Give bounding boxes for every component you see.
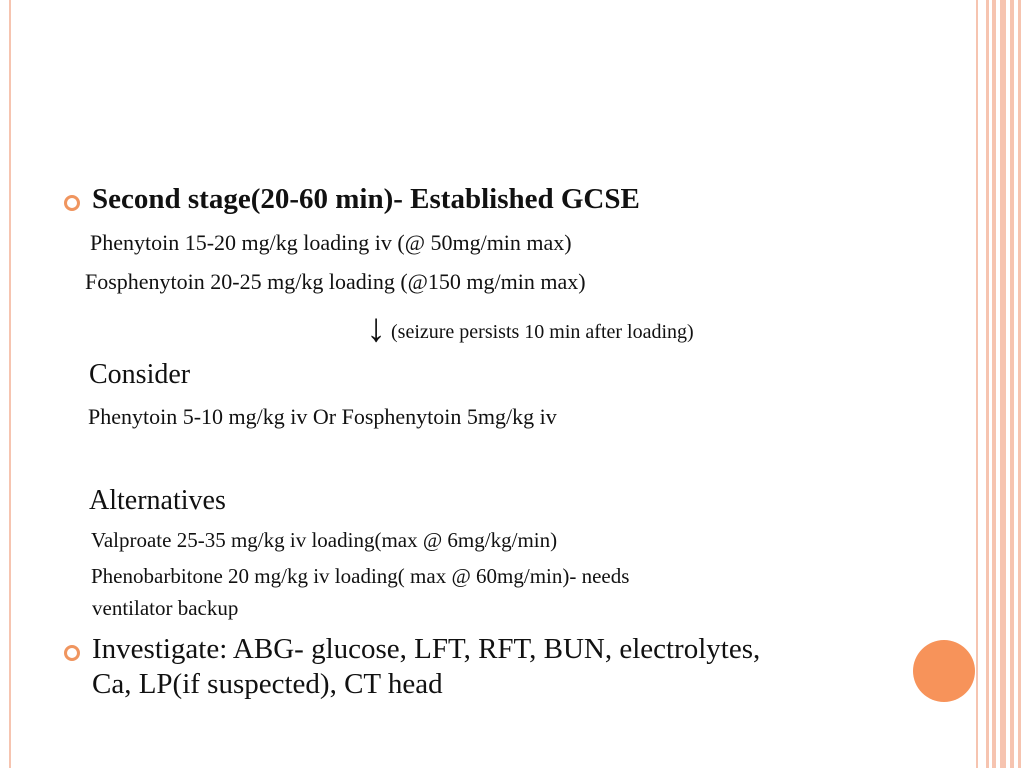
alternatives-heading: Alternatives xyxy=(89,485,226,516)
right-frame-stripe xyxy=(986,0,989,768)
investigate-line-2: Ca, LP(if suspected), CT head xyxy=(92,668,443,700)
down-arrow-icon: ↓ xyxy=(366,305,386,350)
seizure-persists-note: (seizure persists 10 min after loading) xyxy=(391,321,694,343)
investigate-line-1: Investigate: ABG- glucose, LFT, RFT, BUN, electrolytes, xyxy=(92,633,761,665)
phenobarbitone-line: Phenobarbitone 20 mg/kg iv loading( max @ 60mg/min)- needs xyxy=(91,564,630,588)
right-frame-stripe xyxy=(1018,0,1021,768)
valproate-line: Valproate 25-35 mg/kg iv loading(max @ 6mg/kg/min) xyxy=(91,528,558,552)
consider-heading: Consider xyxy=(89,359,191,390)
fosphenytoin-loading-line: Fosphenytoin 20-25 mg/kg loading (@150 mg/min max) xyxy=(85,269,586,294)
left-frame-line xyxy=(9,0,11,768)
slide-heading: Second stage(20-60 min)- Established GCSE xyxy=(92,183,640,215)
right-frame-stripe xyxy=(1010,0,1014,768)
right-frame-stripe xyxy=(992,0,996,768)
right-frame-stripe xyxy=(976,0,978,768)
phenytoin-loading-line: Phenytoin 15-20 mg/kg loading iv (@ 50mg/min max) xyxy=(90,230,572,255)
consider-dose-line: Phenytoin 5-10 mg/kg iv Or Fosphenytoin 5mg/kg iv xyxy=(88,404,557,429)
bullet-ring-icon xyxy=(64,195,80,211)
right-frame-stripe xyxy=(1000,0,1006,768)
ventilator-backup-line: ventilator backup xyxy=(92,596,239,620)
bullet-ring-icon xyxy=(64,645,80,661)
decorative-circle xyxy=(913,640,975,702)
